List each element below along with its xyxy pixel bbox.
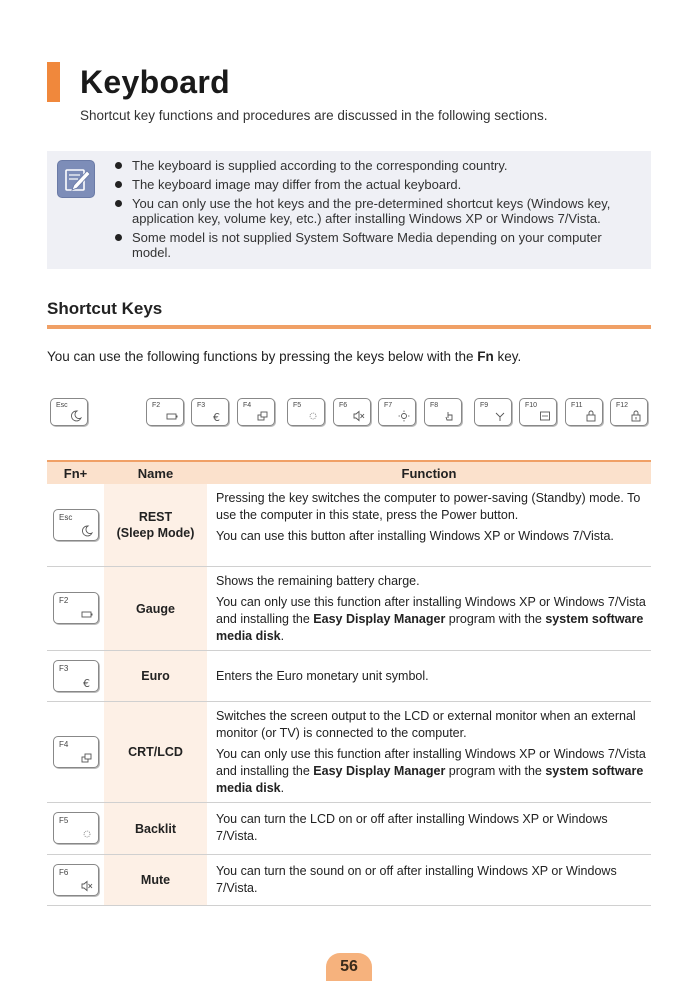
page-title: Keyboard (80, 64, 230, 100)
fn-key-label: Fn (477, 349, 494, 364)
key-f8: F8 (424, 398, 462, 426)
backlight-icon (307, 410, 319, 422)
numlock-icon (585, 410, 597, 422)
note-box (47, 151, 651, 269)
table-row (47, 702, 651, 803)
key-f5: F5 (53, 812, 99, 844)
section-title: Shortcut Keys (47, 299, 163, 318)
table-row (47, 803, 651, 855)
page-subtitle: Shortcut key functions and procedures are discussed in the following sections. (80, 108, 548, 123)
page-number: 56 (340, 958, 358, 975)
table-row (47, 651, 651, 702)
table-row (47, 484, 651, 567)
scroll-lock-icon (630, 410, 642, 422)
backlight-icon (81, 828, 93, 840)
mute-icon (81, 880, 93, 892)
euro-icon (211, 410, 223, 422)
key-f11: F11 (565, 398, 603, 426)
note-item: You can only use the hot keys and the pre-determined shortcut keys (Windows key, application key, volume key, etc.) after installing Windows XP or Windows 7/Vista. (115, 196, 635, 226)
touchpad-icon (444, 410, 456, 422)
brightness-icon (398, 410, 410, 422)
table-row (47, 567, 651, 651)
pencil-note-icon (57, 160, 95, 198)
note-list (115, 158, 635, 264)
svg-text:€: € (213, 411, 220, 422)
row-name: REST (Sleep Mode) (104, 484, 207, 566)
moon-icon (70, 410, 82, 422)
key-f4: F4 (237, 398, 275, 426)
key-esc: Esc (53, 509, 99, 541)
row-function: Enters the Euro monetary unit symbol. (216, 669, 429, 683)
row-function: You can turn the sound on or off after installing Windows XP or Windows 7/Vista. (216, 864, 617, 895)
section-divider (47, 325, 651, 329)
key-esc: Esc (50, 398, 88, 426)
key-f5: F5 (287, 398, 325, 426)
row-name: Mute (104, 855, 207, 905)
header-name: Name (137, 466, 174, 481)
key-f6: F6 (333, 398, 371, 426)
key-f3: F3 € (53, 660, 99, 692)
key-f4: F4 (53, 736, 99, 768)
note-item: The keyboard image may differ from the actual keyboard. (115, 177, 635, 192)
header-function: Function (401, 466, 457, 481)
intro-text: You can use the following functions by pressing the keys below with the Fn key. (47, 349, 522, 364)
moon-icon (81, 525, 93, 537)
row-function: Switches the screen output to the LCD or external monitor when an external monitor (or TV) is connected to the computer. You can only use this function after installing Windows XP or Windows 7/Vista and installing the Easy Display Manager program with the system software media disk. (216, 709, 646, 795)
key-f2: F2 (53, 592, 99, 624)
row-function: You can turn the LCD on or off after installing Windows XP or Windows 7/Vista. (216, 812, 608, 843)
title-accent-bar (47, 62, 60, 102)
touchpad-lock-icon (539, 410, 551, 422)
note-item: The keyboard is supplied according to the corresponding country. (115, 158, 635, 173)
battery-icon (81, 608, 93, 620)
euro-icon (81, 676, 93, 688)
battery-icon (166, 410, 178, 422)
table-header (47, 460, 651, 484)
key-f9: F9 (474, 398, 512, 426)
row-function: Pressing the key switches the computer to power-saving (Standby) mode. To use the computer in this state, press the Power button. You can use this button after installing Windows XP or Windows 7/Vista. (216, 491, 641, 543)
header-fn: Fn+ (63, 466, 88, 481)
note-item: Some model is not supplied System Software Media depending on your computer model. (115, 230, 635, 260)
key-f10: F10 (519, 398, 557, 426)
key-f6: F6 (53, 864, 99, 896)
key-f3: F3 € (191, 398, 229, 426)
row-name: CRT/LCD (104, 702, 207, 802)
wireless-icon (494, 410, 506, 422)
table-row (47, 855, 651, 906)
key-f12: F12 (610, 398, 648, 426)
svg-text:€: € (83, 677, 90, 688)
row-name: Gauge (104, 567, 207, 650)
key-f2: F2 (146, 398, 184, 426)
monitor-switch-icon (81, 752, 93, 764)
row-name: Euro (104, 651, 207, 701)
mute-icon (353, 410, 365, 422)
row-name: Backlit (104, 803, 207, 854)
row-function: Shows the remaining battery charge. You can only use this function after installing Windows XP or Windows 7/Vista and installing the Easy Display Manager program with the system software media disk. (216, 574, 646, 643)
key-f7: F7 (378, 398, 416, 426)
monitor-switch-icon (257, 410, 269, 422)
page-number-badge (326, 953, 372, 981)
